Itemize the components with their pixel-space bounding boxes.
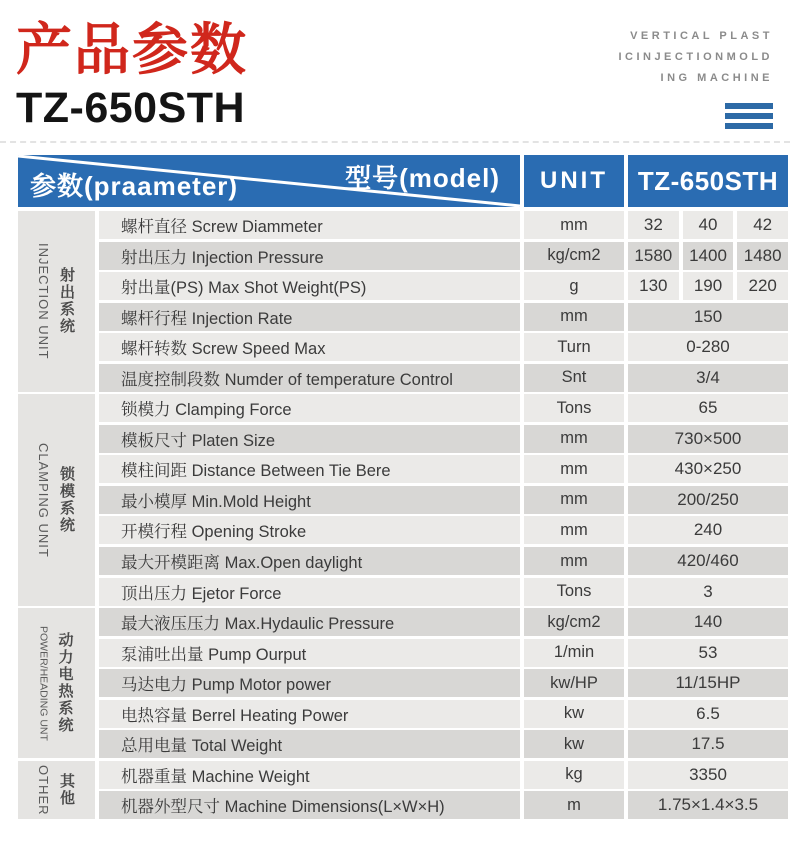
param-label: 锁模力 Clamping Force (99, 394, 520, 422)
value-cell (628, 272, 788, 300)
section-label-en: INJECTION UNIT (36, 243, 51, 360)
table-row (18, 455, 788, 483)
spec-value: 11/15HP (628, 669, 788, 697)
param-label: 开模行程 Opening Stroke (99, 516, 520, 544)
table-row (18, 272, 788, 300)
value-cell (628, 639, 788, 667)
value-cell (628, 242, 788, 270)
header-cell-parameter (18, 155, 520, 207)
table-row (18, 700, 788, 728)
unit-value: Tons (524, 578, 624, 606)
table-row (18, 394, 788, 422)
unit-value: mm (524, 516, 624, 544)
section-label-zh: 锁模系统 (58, 465, 75, 534)
spec-value: 1480 (737, 242, 788, 270)
spec-value: 190 (683, 272, 734, 300)
spec-value: 140 (628, 608, 788, 636)
value-cell (628, 211, 788, 239)
spec-value: 730×500 (628, 425, 788, 453)
unit-value: kg/cm2 (524, 608, 624, 636)
header-cell-unit: UNIT (524, 155, 624, 207)
spec-value: 42 (737, 211, 788, 239)
spec-value: 220 (737, 272, 788, 300)
param-label: 总用电量 Total Weight (99, 730, 520, 758)
unit-value: Turn (524, 333, 624, 361)
unit-value: mm (524, 486, 624, 514)
param-label: 温度控制段数 Numder of temperature Control (99, 364, 520, 392)
table-body (18, 211, 788, 819)
param-label: 泵浦吐出量 Pump Ourput (99, 639, 520, 667)
spec-value: 53 (628, 639, 788, 667)
value-cell (628, 791, 788, 819)
divider (0, 141, 790, 143)
unit-value: 1/min (524, 639, 624, 667)
value-cell (628, 455, 788, 483)
value-cell (628, 333, 788, 361)
unit-value: kw (524, 730, 624, 758)
unit-value: mm (524, 425, 624, 453)
brand-line: ICINJECTIONMOLD (618, 51, 773, 63)
param-label: 射出量(PS) Max Shot Weight(PS) (99, 272, 520, 300)
value-cell (628, 700, 788, 728)
section-label-zh: 射出系统 (58, 267, 75, 336)
spec-value: 1.75×1.4×3.5 (628, 791, 788, 819)
spec-value: 150 (628, 303, 788, 331)
unit-value: mm (524, 455, 624, 483)
param-label: 螺杆行程 Injection Rate (99, 303, 520, 331)
param-label: 模柱间距 Distance Between Tie Bere (99, 455, 520, 483)
spec-value: 3350 (628, 761, 788, 789)
value-cell (628, 761, 788, 789)
table-row (18, 333, 788, 361)
spec-value: 200/250 (628, 486, 788, 514)
spec-value: 240 (628, 516, 788, 544)
table-row (18, 608, 788, 636)
value-cell (628, 578, 788, 606)
value-cell (628, 669, 788, 697)
value-cell (628, 364, 788, 392)
brand-line: VERTICAL PLAST (630, 30, 773, 42)
table-row (18, 211, 788, 239)
section-label-zh: 其他 (58, 773, 75, 808)
spec-value: 6.5 (628, 700, 788, 728)
table-row (18, 578, 788, 606)
section-label-zh: 动力电热系统 (56, 632, 74, 735)
unit-value: g (524, 272, 624, 300)
model-header-label: 型号(model) (345, 163, 500, 193)
menu-bar (725, 103, 773, 109)
param-label: 射出压力 Injection Pressure (99, 242, 520, 270)
section-label-en: CLAMPING UNIT (36, 442, 51, 558)
section-label-en: OTHER (36, 764, 51, 816)
header-cell-model: TZ-650STH (628, 155, 788, 207)
table-row (18, 791, 788, 819)
param-label: 马达电力 Pump Motor power (99, 669, 520, 697)
section-label (18, 211, 95, 392)
spec-value: 65 (628, 394, 788, 422)
spec-value: 3 (628, 578, 788, 606)
value-cell (628, 608, 788, 636)
table-row (18, 486, 788, 514)
section-label (18, 394, 95, 605)
table-row (18, 242, 788, 270)
spec-value: 1400 (683, 242, 734, 270)
table-row (18, 303, 788, 331)
section-label-en: POWER/HEADING UNT (37, 625, 50, 741)
param-label: 最大开模距离 Max.Open daylight (99, 547, 520, 575)
value-cell (628, 486, 788, 514)
param-label: 螺杆直径 Screw Diammeter (99, 211, 520, 239)
spec-value: 17.5 (628, 730, 788, 758)
table-row (18, 425, 788, 453)
section-label (18, 761, 95, 820)
unit-value: mm (524, 547, 624, 575)
spec-table (18, 155, 788, 819)
table-row (18, 730, 788, 758)
value-cell (628, 547, 788, 575)
value-cell (628, 516, 788, 544)
table-row (18, 364, 788, 392)
unit-value: kw (524, 700, 624, 728)
unit-value: kg (524, 761, 624, 789)
parameter-header-label: 参数(praameter) (30, 171, 239, 201)
unit-value: kw/HP (524, 669, 624, 697)
value-cell (628, 303, 788, 331)
unit-value: mm (524, 303, 624, 331)
unit-value: Tons (524, 394, 624, 422)
unit-value: m (524, 791, 624, 819)
spec-value: 430×250 (628, 455, 788, 483)
spec-value: 420/460 (628, 547, 788, 575)
brand-block (618, 26, 773, 134)
table-header (18, 155, 788, 207)
value-cell (628, 425, 788, 453)
spec-value: 3/4 (628, 364, 788, 392)
param-label: 模板尺寸 Platen Size (99, 425, 520, 453)
spec-value: 32 (628, 211, 679, 239)
param-label: 最大液压压力 Max.Hydaulic Pressure (99, 608, 520, 636)
menu-icon (725, 99, 773, 129)
table-row (18, 547, 788, 575)
table-row (18, 516, 788, 544)
page-title: 产品参数 (16, 18, 248, 81)
table-row (18, 761, 788, 789)
param-label: 机器外型尺寸 Machine Dimensions(L×W×H) (99, 791, 520, 819)
spec-value: 0-280 (628, 333, 788, 361)
model-title: TZ-650STH (16, 84, 246, 132)
param-label: 机器重量 Machine Weight (99, 761, 520, 789)
menu-bar (725, 123, 773, 129)
value-cell (628, 394, 788, 422)
spec-value: 130 (628, 272, 679, 300)
param-label: 电热容量 Berrel Heating Power (99, 700, 520, 728)
unit-value: mm (524, 211, 624, 239)
param-label: 最小模厚 Min.Mold Height (99, 486, 520, 514)
section-label (18, 608, 95, 758)
spec-value: 40 (683, 211, 734, 239)
table-row (18, 639, 788, 667)
unit-value: kg/cm2 (524, 242, 624, 270)
menu-bar (725, 113, 773, 119)
param-label: 螺杆转数 Screw Speed Max (99, 333, 520, 361)
param-label: 顶出压力 Ejetor Force (99, 578, 520, 606)
brand-line: ING MACHINE (660, 72, 773, 84)
value-cell (628, 730, 788, 758)
table-row (18, 669, 788, 697)
unit-value: Snt (524, 364, 624, 392)
spec-value: 1580 (628, 242, 679, 270)
